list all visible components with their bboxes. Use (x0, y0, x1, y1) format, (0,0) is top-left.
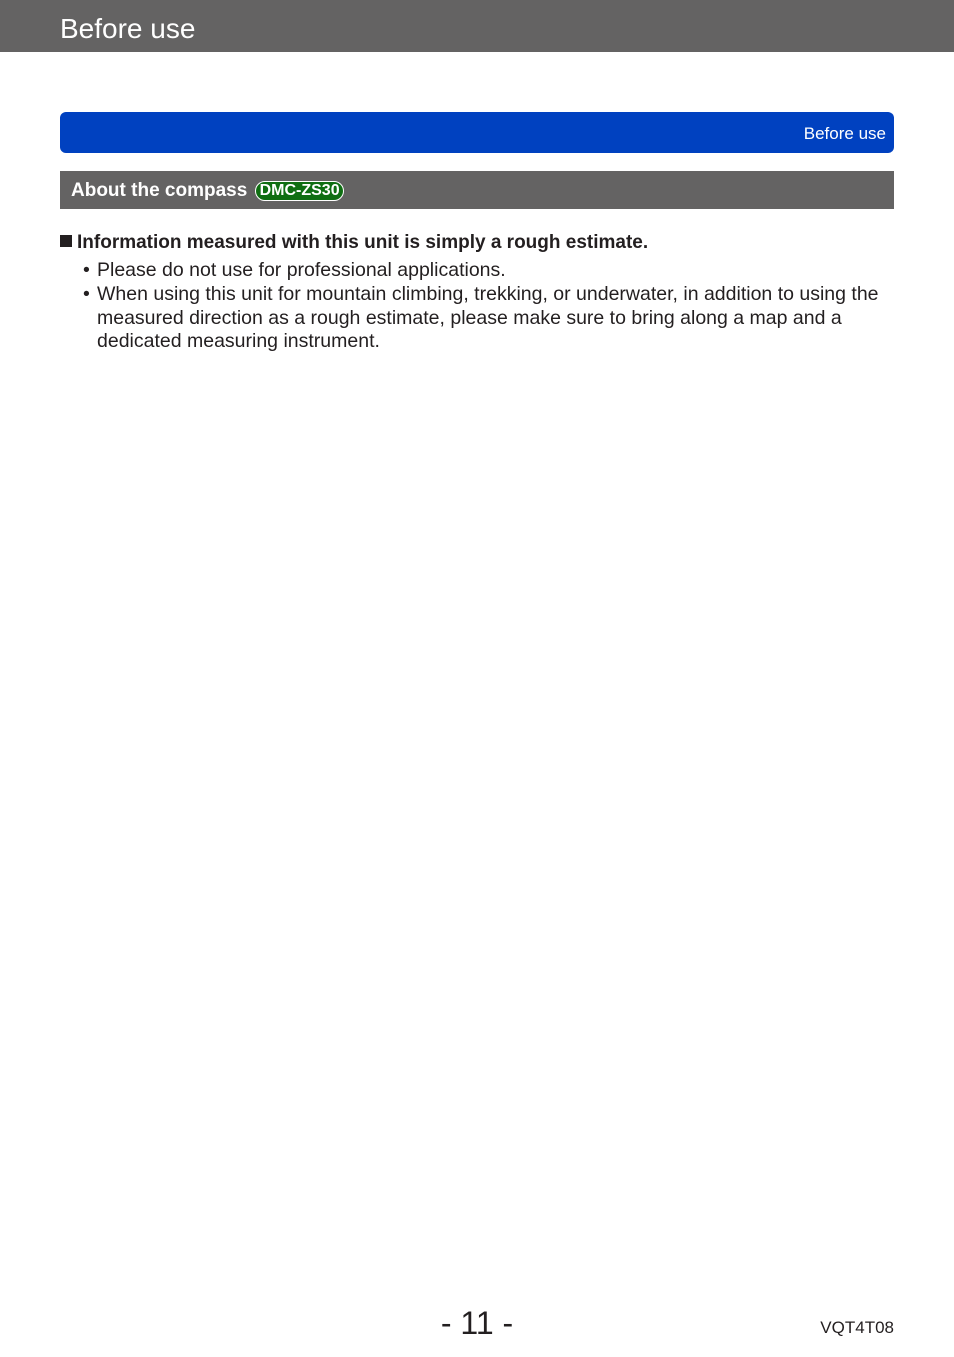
document-code: VQT4T08 (820, 1318, 894, 1337)
list-item-text: When using this unit for mountain climbing, trekking, or underwater, in addition to using the measured direction as a rough estimate, please make sure to bring along a map and a dedicated measuring instrument. (97, 282, 879, 353)
bullet-dot-icon: • (83, 282, 90, 305)
note-heading (60, 231, 648, 255)
list-item (83, 259, 895, 283)
list-item-text: Please do not use for professional applications. (97, 259, 506, 281)
note-heading-text: Information measured with this unit is simply a rough estimate. (77, 232, 649, 253)
page-title: Before use (60, 13, 196, 44)
note-list (83, 259, 895, 354)
section-header (60, 171, 894, 209)
section-title-text: About the compass (71, 180, 248, 201)
bullet-dot-icon: • (83, 259, 90, 281)
page-header (0, 0, 954, 52)
breadcrumb-bar (60, 112, 894, 153)
page-number: - 11 - (440, 1305, 514, 1341)
section-title (71, 180, 344, 202)
square-bullet-icon (60, 235, 72, 247)
breadcrumb-link[interactable]: Before use (803, 124, 886, 143)
model-badge: DMC-ZS30 (255, 181, 344, 201)
list-item (83, 283, 895, 354)
